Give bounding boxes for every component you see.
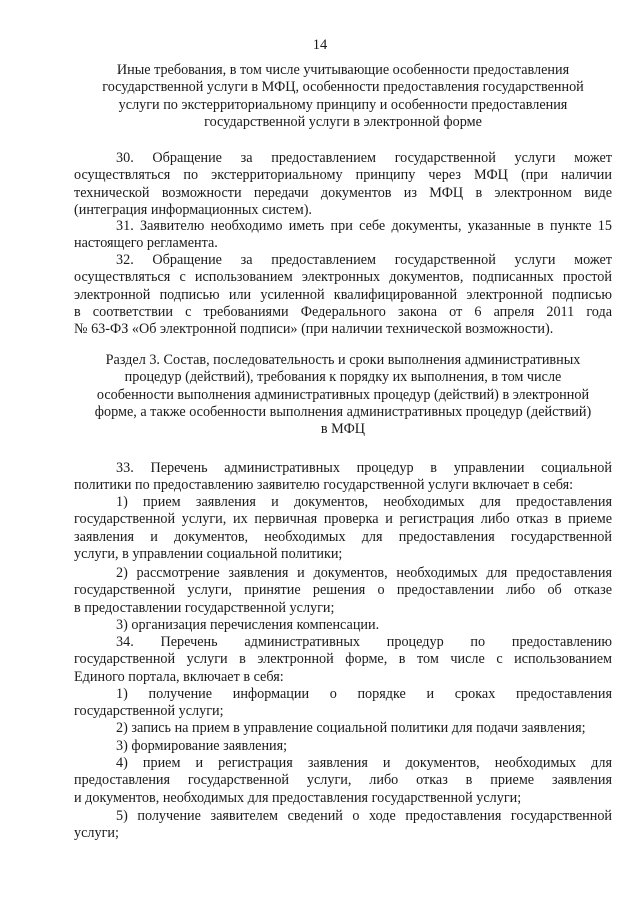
paragraph-34-item-2: 2) запись на прием в управление социальной политики для подачи заявления; bbox=[116, 720, 586, 736]
paragraph-32: 32. Обращение за предоставлением государственной услуги может осуществляться с использованием электронных документов, подписанных простой электронной подписью или усиленной квалифицированной электронной подписью в соответствии с требованиями Федерального закона от 6 апреля 2011 года № 63-ФЗ «Об электронной подписи» (при наличии технической возможности). bbox=[74, 252, 612, 338]
paragraph-30: 30. Обращение за предоставлением государственной услуги может осуществляться по экстерриториальному принципу через МФЦ (при наличии технической возможности передачи документов из МФЦ в электронном виде (интеграция информационных систем). bbox=[74, 150, 612, 218]
paragraph-33: 33. Перечень административных процедур в управлении социальной политики по предоставлению заявителю государственной услуги включает в себя: bbox=[74, 460, 612, 494]
paragraph-34-item-3: 3) формирование заявления; bbox=[116, 738, 288, 754]
paragraph-33-item-3: 3) организация перечисления компенсации. bbox=[116, 617, 380, 633]
section-3-heading: Раздел 3. Состав, последовательность и сроки выполнения административных процедур (действий), требования к порядку их выполнения, в том числе особенности выполнения административных процедур (действий) в электронной форме, а также особенности выполнения административных процедур (действий) в МФЦ bbox=[94, 352, 592, 438]
section-heading-other-requirements: Иные требования, в том числе учитывающие особенности предоставления государственной услуги в МФЦ, особенности предоставления государственной услуги по экстерриториальному принципу и особенности предоставления государственной услуги в электронной форме bbox=[102, 62, 584, 130]
paragraph-34-item-1: 1) получение информации о порядке и сроках предоставления государственной услуги; bbox=[74, 686, 612, 720]
paragraph-34-item-4: 4) прием и регистрация заявления и документов, необходимых для предоставления государственной услуги, либо отказ в приеме заявления и документов, необходимых для предоставления государственной услуги; bbox=[74, 755, 612, 806]
paragraph-34: 34. Перечень административных процедур по предоставлению государственной услуги в электронной форме, в том числе с использованием Единого портала, включает в себя: bbox=[74, 634, 612, 685]
paragraph-34-item-5: 5) получение заявителем сведений о ходе предоставления государственной услуги; bbox=[74, 808, 612, 842]
paragraph-33-item-2: 2) рассмотрение заявления и документов, необходимых для предоставления государственной услуги, принятие решения о предоставлении либо об отказе в предоставлении государственной услуги; bbox=[74, 565, 612, 616]
paragraph-31: 31. Заявителю необходимо иметь при себе документы, указанные в пункте 15 настоящего регламента. bbox=[74, 218, 612, 252]
paragraph-33-item-1: 1) прием заявления и документов, необходимых для предоставления государственной услуги, их первичная проверка и регистрация либо отказ в приеме заявления и документов, необходимых для предоставления государственной услуги, в управлении социальной политики; bbox=[74, 494, 612, 562]
page-number: 14 bbox=[312, 37, 328, 53]
